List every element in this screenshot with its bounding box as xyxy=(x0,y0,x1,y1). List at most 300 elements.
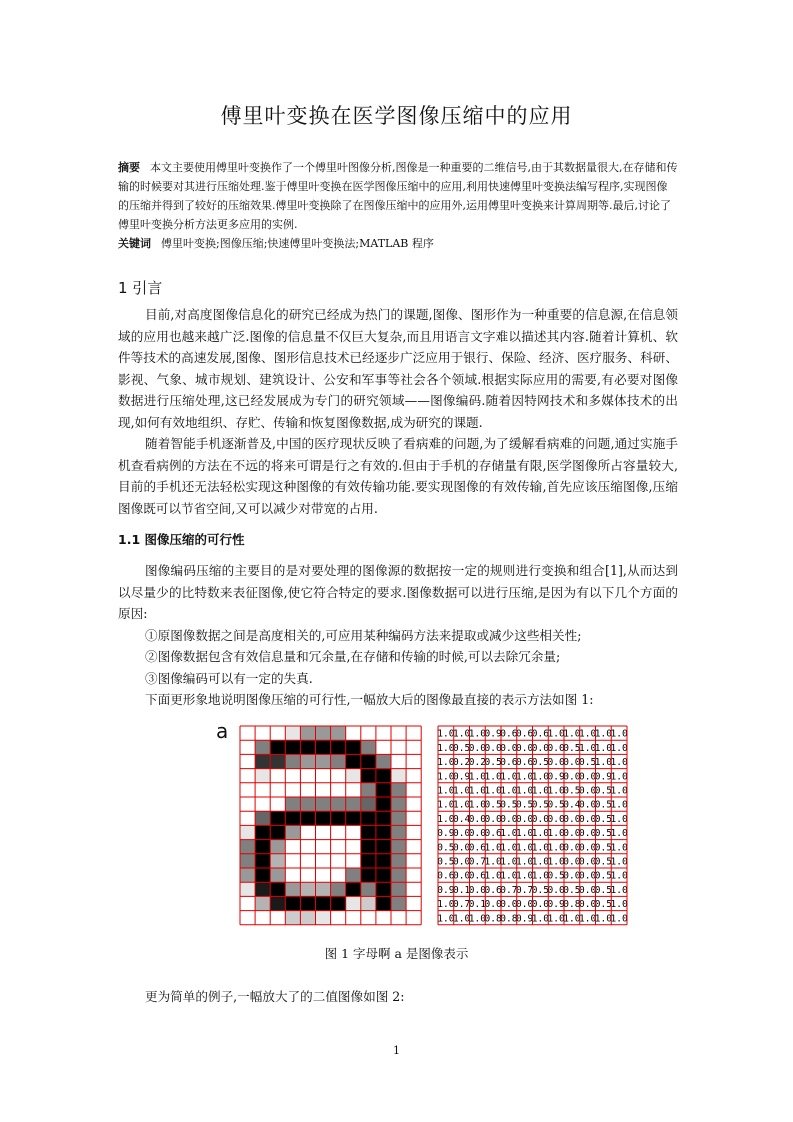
matrix-value: 0.6 xyxy=(468,870,486,882)
pixel-cell xyxy=(346,783,361,797)
pixel-cell xyxy=(331,811,346,825)
matrix-value: 0.7 xyxy=(468,856,486,868)
matrix-value: 0.0 xyxy=(579,884,597,896)
matrix-value: 1.0 xyxy=(500,870,518,882)
matrix-value: 0.0 xyxy=(547,884,565,896)
pixel-cell xyxy=(255,911,270,925)
matrix-value: 0.0 xyxy=(579,828,597,840)
matrix-value: 0.0 xyxy=(547,813,565,825)
matrix-value: 1.0 xyxy=(610,870,628,882)
figure-letter-label: a xyxy=(216,722,229,743)
pixel-cell xyxy=(361,825,376,839)
matrix-value: 1.0 xyxy=(437,728,455,740)
pixel-cell xyxy=(331,911,346,925)
matrix-value: 0.0 xyxy=(579,870,597,882)
pixel-cell xyxy=(300,811,315,825)
matrix-value: 0.0 xyxy=(563,813,581,825)
pixel-cell xyxy=(300,868,315,882)
matrix-value: 1.0 xyxy=(531,842,549,854)
matrix-value: 0.5 xyxy=(484,757,502,769)
pixel-cell xyxy=(316,811,331,825)
matrix-value: 1.0 xyxy=(484,842,502,854)
pixel-cell xyxy=(361,769,376,783)
matrix-value: 1.0 xyxy=(516,842,534,854)
matrix-value: 0.6 xyxy=(484,884,502,896)
pixel-cell xyxy=(406,896,421,910)
pixel-cell xyxy=(361,882,376,896)
matrix-value: 1.0 xyxy=(563,728,581,740)
matrix-value: 1.0 xyxy=(516,785,534,797)
pixel-cell xyxy=(300,797,315,811)
pixel-cell xyxy=(361,840,376,854)
matrix-value: 0.0 xyxy=(516,742,534,754)
pixel-cell xyxy=(346,797,361,811)
pixel-cell xyxy=(391,896,406,910)
matrix-value: 1.0 xyxy=(531,785,549,797)
matrix-value: 1.0 xyxy=(484,785,502,797)
matrix-value: 1.0 xyxy=(547,856,565,868)
matrix-value: 0.0 xyxy=(484,813,502,825)
matrix-value: 1.0 xyxy=(453,785,471,797)
matrix-value: 1.0 xyxy=(547,785,565,797)
matrix-value: 1.0 xyxy=(437,757,455,769)
pixel-cell xyxy=(255,825,270,839)
matrix-value: 0.0 xyxy=(516,899,534,911)
pixel-cell xyxy=(331,854,346,868)
pixel-cell xyxy=(391,811,406,825)
keywords-text: 傅里叶变换;图像压缩;快速傅里叶变换法;MATLAB 程序 xyxy=(161,237,434,250)
matrix-value: 0.5 xyxy=(594,813,612,825)
pixel-cell xyxy=(406,726,421,740)
pixel-cell xyxy=(316,840,331,854)
matrix-value: 0.5 xyxy=(594,828,612,840)
matrix-value: 1.0 xyxy=(610,785,628,797)
pixel-cell xyxy=(331,783,346,797)
matrix-value: 0.0 xyxy=(453,828,471,840)
matrix-value: 1.0 xyxy=(610,842,628,854)
matrix-value: 0.0 xyxy=(579,799,597,811)
matrix-value: 0.9 xyxy=(547,771,565,783)
pixel-cell xyxy=(316,825,331,839)
pixel-cell xyxy=(300,882,315,896)
paragraph: 随着智能手机逐渐普及,中国的医疗现状反映了看病难的问题,为了缓解看病难的问题,通过实施手机查看病例的方法在不远的将来可谓是行之有效的.但由于手机的存储量有限,医学图像所占容量较大,目前的手机还无法轻松实现这种图像的有效传输功能.要实现图像的有效传输,首先应该压缩图像,压缩图像既可以节省空间,又可以减少对带宽的占用. xyxy=(118,436,678,516)
matrix-value: 0.6 xyxy=(516,757,534,769)
pixel-cell xyxy=(255,854,270,868)
matrix-value: 0.5 xyxy=(516,799,534,811)
pixel-cell xyxy=(406,783,421,797)
matrix-value: 1.0 xyxy=(594,742,612,754)
pixel-cell xyxy=(300,769,315,783)
matrix-value: 0.5 xyxy=(594,884,612,896)
matrix-value: 0.0 xyxy=(468,884,486,896)
pixel-cell xyxy=(361,854,376,868)
matrix-value: 0.0 xyxy=(547,742,565,754)
pixel-cell xyxy=(361,811,376,825)
pixel-cell xyxy=(391,868,406,882)
pixel-cell xyxy=(376,726,391,740)
matrix-value: 0.5 xyxy=(594,842,612,854)
pixel-cell xyxy=(240,868,255,882)
pixel-cell xyxy=(316,754,331,768)
matrix-value: 0.7 xyxy=(453,899,471,911)
section-1-heading: 1 引言 xyxy=(118,279,163,297)
matrix-value: 0.5 xyxy=(594,856,612,868)
pixel-cell xyxy=(376,896,391,910)
section-1-1-body xyxy=(118,560,678,711)
pixel-cell xyxy=(406,911,421,925)
pixel-cell xyxy=(391,797,406,811)
pixel-cell xyxy=(376,783,391,797)
matrix-value: 1.0 xyxy=(516,856,534,868)
abstract-text: 本文主要使用傅里叶变换作了一个傅里叶图像分析,图像是一种重要的二维信号,由于其数据量很大,在存储和传输的时候要对其进行压缩处理.鉴于傅里叶变换在医学图像压缩中的应用,利用快速傅里叶变换法编写程序,实现图像的压缩并得到了较好的压缩效果.傅里叶变换除了在图像压缩中的应用外,运用傅里叶变换来计算周期等.最后,讨论了傅里叶变换分析方法更多应用的实例. xyxy=(118,161,678,231)
pixel-cell xyxy=(376,811,391,825)
matrix-value: 0.5 xyxy=(547,799,565,811)
matrix-value: 0.5 xyxy=(531,757,549,769)
matrix-value: 0.5 xyxy=(437,856,455,868)
pixel-cell xyxy=(361,740,376,754)
matrix-value: 1.0 xyxy=(437,785,455,797)
matrix-value: 0.6 xyxy=(516,728,534,740)
pixel-cell xyxy=(255,882,270,896)
matrix-value: 1.0 xyxy=(468,785,486,797)
pixel-cell xyxy=(391,740,406,754)
matrix-value: 1.0 xyxy=(437,799,455,811)
pixel-cell xyxy=(361,868,376,882)
pixel-cell xyxy=(316,797,331,811)
pixel-cell xyxy=(361,896,376,910)
matrix-value: 0.0 xyxy=(468,828,486,840)
list-item: ③图像编码可以有一定的失真. xyxy=(145,670,313,686)
matrix-value: 1.0 xyxy=(531,856,549,868)
matrix-value: 1.0 xyxy=(531,913,549,925)
pixel-cell xyxy=(331,868,346,882)
matrix-value: 1.0 xyxy=(437,899,455,911)
abstract-block xyxy=(118,158,678,253)
matrix-value: 0.1 xyxy=(453,884,471,896)
pixel-cell xyxy=(331,882,346,896)
matrix-value: 0.9 xyxy=(484,728,502,740)
matrix-value: 0.0 xyxy=(500,899,518,911)
matrix-value: 0.6 xyxy=(468,842,486,854)
keywords-label: 关键词 xyxy=(118,237,151,250)
abstract-label: 摘要 xyxy=(118,161,140,174)
section-1-1-heading: 1.1 图像压缩的可行性 xyxy=(118,532,245,547)
pixel-cell xyxy=(285,896,300,910)
list-item: ①原图像数据之间是高度相关的,可应用某种编码方法来提取或减少这些相关性; xyxy=(145,627,582,643)
pixel-cell xyxy=(406,882,421,896)
matrix-value: 0.2 xyxy=(468,757,486,769)
pixel-cell xyxy=(361,726,376,740)
pixel-cell xyxy=(346,769,361,783)
pixel-cell xyxy=(346,726,361,740)
pixel-cell xyxy=(300,854,315,868)
matrix-value: 0.0 xyxy=(563,856,581,868)
matrix-value: 1.0 xyxy=(453,799,471,811)
pixel-cell xyxy=(300,911,315,925)
matrix-value: 0.0 xyxy=(484,899,502,911)
pixel-cell xyxy=(376,769,391,783)
matrix-value: 1.0 xyxy=(437,771,455,783)
matrix-value: 0.6 xyxy=(484,828,502,840)
pixel-cell xyxy=(285,882,300,896)
matrix-value: 0.5 xyxy=(579,757,597,769)
matrix-value: 1.0 xyxy=(437,813,455,825)
matrix-value: 1.0 xyxy=(500,828,518,840)
pixel-cell xyxy=(376,868,391,882)
pixel-cell xyxy=(406,769,421,783)
matrix-value: 0.0 xyxy=(453,870,471,882)
pixel-cell xyxy=(285,783,300,797)
matrix-value: 0.9 xyxy=(516,913,534,925)
matrix-value: 0.0 xyxy=(563,771,581,783)
pixel-cell xyxy=(255,769,270,783)
matrix-value: 0.8 xyxy=(563,899,581,911)
pixel-cell xyxy=(361,754,376,768)
matrix-value: 1.0 xyxy=(547,842,565,854)
list-item: ②图像数据包含有效信息量和冗余量,在存储和传输的时候,可以去除冗余量; xyxy=(145,649,561,664)
matrix-value: 1.0 xyxy=(579,728,597,740)
pixel-cell xyxy=(331,797,346,811)
pixel-cell xyxy=(391,882,406,896)
matrix-value: 1.0 xyxy=(468,728,486,740)
pixel-cell xyxy=(240,726,255,740)
after-figure-text xyxy=(118,986,678,1008)
pixel-cell xyxy=(391,825,406,839)
section-1-body xyxy=(118,304,678,519)
matrix-value: 0.5 xyxy=(563,742,581,754)
pixel-cell xyxy=(376,840,391,854)
matrix-value: 0.5 xyxy=(563,884,581,896)
matrix-value: 0.0 xyxy=(579,813,597,825)
pixel-cell xyxy=(331,769,346,783)
pixel-cell xyxy=(270,882,285,896)
matrix-value: 0.5 xyxy=(594,870,612,882)
matrix-value: 1.0 xyxy=(610,757,628,769)
paragraph: 图像编码压缩的主要目的是对要处理的图像源的数据按一定的规则进行变换和组合[1],从而达到以尽量少的比特数来表征图像,使它符合特定的要求.图像数据可以进行压缩,是因为有以下几个方面的原因: xyxy=(118,563,678,621)
matrix-value: 0.0 xyxy=(453,856,471,868)
pixel-cell xyxy=(255,783,270,797)
pixel-cell xyxy=(285,740,300,754)
matrix-value: 0.0 xyxy=(531,742,549,754)
pixel-cell xyxy=(270,754,285,768)
matrix-value: 1.0 xyxy=(579,913,597,925)
matrix-value: 0.5 xyxy=(594,785,612,797)
pixel-cell xyxy=(285,854,300,868)
pixel-cell xyxy=(331,740,346,754)
matrix-value: 0.0 xyxy=(531,813,549,825)
matrix-value: 1.0 xyxy=(610,884,628,896)
figure-caption: 图 1 字母啊 a 是图像表示 xyxy=(324,946,469,961)
matrix-value: 0.9 xyxy=(453,771,471,783)
pixel-cell xyxy=(285,754,300,768)
pixel-cell xyxy=(346,868,361,882)
pixel-cell xyxy=(331,840,346,854)
matrix-value: 1.0 xyxy=(531,828,549,840)
pixel-cell xyxy=(270,825,285,839)
matrix-value: 1.0 xyxy=(516,828,534,840)
matrix-value: 1.0 xyxy=(484,856,502,868)
pixel-cell xyxy=(240,854,255,868)
matrix-value: 0.0 xyxy=(453,842,471,854)
matrix-value: 0.0 xyxy=(579,771,597,783)
pixel-cell xyxy=(406,797,421,811)
pixel-cell xyxy=(270,896,285,910)
matrix-value: 1.0 xyxy=(563,913,581,925)
pixel-cell xyxy=(376,797,391,811)
pixel-cell xyxy=(270,726,285,740)
pixel-cell xyxy=(255,726,270,740)
matrix-value: 1.0 xyxy=(547,728,565,740)
pixel-cell xyxy=(240,911,255,925)
matrix-value: 1.0 xyxy=(594,913,612,925)
pixel-cell xyxy=(240,754,255,768)
pixel-cell xyxy=(331,726,346,740)
paragraph: 目前,对高度图像信息化的研究已经成为热门的课题,图像、图形作为一种重要的信息源,在信息领域的应用也越来越广泛.图像的信息量不仅巨大复杂,而且用语言文字难以描述其内容.随着计算机、软件等技术的高速发展,图像、图形信息技术已经逐步广泛应用于银行、保险、经济、医疗服务、科研、影视、气象、城市规划、建筑设计、公安和军事等社会各个领域.根据实际应用的需要,有必要对图像数据进行压缩处理,这已经发展成为专门的研究领域——图像编码.随着因特网技术和多媒体技术的出现,如何有效地组织、存贮、传输和恢复图像数据,成为研究的课题. xyxy=(118,307,678,430)
matrix-value: 1.0 xyxy=(468,771,486,783)
matrix-value: 0.0 xyxy=(579,842,597,854)
matrix-value: 1.0 xyxy=(610,913,628,925)
matrix-value: 1.0 xyxy=(437,742,455,754)
matrix-value: 0.0 xyxy=(563,828,581,840)
matrix-value: 1.0 xyxy=(610,828,628,840)
matrix-value: 0.7 xyxy=(500,884,518,896)
pixel-cell xyxy=(391,840,406,854)
matrix-value: 1.0 xyxy=(579,742,597,754)
pixel-cell xyxy=(316,896,331,910)
matrix-value: 0.0 xyxy=(563,870,581,882)
pixel-cell xyxy=(300,740,315,754)
pixel-cell xyxy=(300,754,315,768)
matrix-value: 0.5 xyxy=(484,799,502,811)
matrix-value: 1.0 xyxy=(500,842,518,854)
matrix-value: 0.8 xyxy=(500,913,518,925)
matrix-value: 1.0 xyxy=(531,870,549,882)
pixel-cell xyxy=(406,854,421,868)
pixel-cell xyxy=(285,868,300,882)
paragraph: 更为简单的例子,一幅放大了的二值图像如图 2: xyxy=(145,989,405,1004)
matrix-value: 0.5 xyxy=(453,742,471,754)
matrix-value: 1.0 xyxy=(531,771,549,783)
matrix-value: 0.0 xyxy=(468,813,486,825)
matrix-value: 0.8 xyxy=(484,913,502,925)
matrix-value: 1.0 xyxy=(610,742,628,754)
matrix-value: 0.0 xyxy=(531,899,549,911)
matrix-value: 1.0 xyxy=(468,913,486,925)
figure-lead: 下面更形象地说明图像压缩的可行性,一幅放大后的图像最直接的表示方法如图 1: xyxy=(145,692,594,707)
pixel-cell xyxy=(391,911,406,925)
pixel-cell xyxy=(346,740,361,754)
matrix-value: 0.0 xyxy=(500,813,518,825)
matrix-value: 1.0 xyxy=(516,870,534,882)
pixel-cell xyxy=(285,911,300,925)
matrix-value: 0.2 xyxy=(453,757,471,769)
pixel-cell xyxy=(406,840,421,854)
matrix-value: 0.0 xyxy=(516,813,534,825)
pixel-cell xyxy=(285,769,300,783)
pixel-cell xyxy=(300,783,315,797)
pixel-cell xyxy=(255,896,270,910)
matrix-value: 1.0 xyxy=(500,856,518,868)
matrix-value: 0.5 xyxy=(531,884,549,896)
matrix-value: 0.4 xyxy=(563,799,581,811)
matrix-value: 1.0 xyxy=(610,899,628,911)
matrix-value: 0.0 xyxy=(563,842,581,854)
pixel-cell xyxy=(300,825,315,839)
pixel-cell xyxy=(391,754,406,768)
pixel-cell xyxy=(285,840,300,854)
pixel-cell xyxy=(255,811,270,825)
matrix-value: 0.0 xyxy=(484,742,502,754)
pixel-cell xyxy=(240,783,255,797)
pixel-cell xyxy=(361,783,376,797)
pixel-cell xyxy=(391,854,406,868)
pixel-cell xyxy=(346,896,361,910)
matrix-value: 1.0 xyxy=(453,728,471,740)
matrix-value: 0.1 xyxy=(468,899,486,911)
matrix-value: 0.0 xyxy=(563,757,581,769)
matrix-value: 1.0 xyxy=(547,913,565,925)
matrix-value: 1.0 xyxy=(610,813,628,825)
page-number: 1 xyxy=(393,1044,400,1057)
matrix-value: 0.9 xyxy=(437,828,455,840)
pixel-cell xyxy=(240,769,255,783)
matrix-value: 0.0 xyxy=(579,856,597,868)
pixel-cell xyxy=(316,726,331,740)
pixel-cell xyxy=(316,882,331,896)
pixel-cell xyxy=(240,811,255,825)
pixel-cell xyxy=(285,726,300,740)
pixel-cell xyxy=(285,797,300,811)
matrix-value: 0.0 xyxy=(579,785,597,797)
pixel-cell xyxy=(255,868,270,882)
matrix-value: 0.7 xyxy=(516,884,534,896)
pixel-cell xyxy=(346,811,361,825)
pixel-cell xyxy=(240,882,255,896)
pixel-cell xyxy=(346,854,361,868)
pixel-cell xyxy=(346,911,361,925)
pixel-cell xyxy=(316,783,331,797)
pixel-cell xyxy=(376,882,391,896)
pixel-cell xyxy=(240,896,255,910)
pixel-cell xyxy=(270,797,285,811)
matrix-value: 1.0 xyxy=(610,856,628,868)
matrix-value: 0.6 xyxy=(500,757,518,769)
pixel-cell xyxy=(331,896,346,910)
matrix-value: 0.5 xyxy=(594,799,612,811)
matrix-value: 1.0 xyxy=(594,728,612,740)
matrix-value: 0.0 xyxy=(500,742,518,754)
pixel-cell xyxy=(391,726,406,740)
pixel-cell xyxy=(406,754,421,768)
matrix-value: 1.0 xyxy=(484,771,502,783)
pixel-cell xyxy=(376,754,391,768)
matrix-value: 0.9 xyxy=(547,899,565,911)
paper-title: 傅里叶变换在医学图像压缩中的应用 xyxy=(220,104,573,128)
matrix-value: 1.0 xyxy=(453,913,471,925)
pixel-cell xyxy=(406,868,421,882)
pixel-cell xyxy=(300,840,315,854)
pixel-cell xyxy=(270,811,285,825)
pixel-cell xyxy=(255,740,270,754)
pixel-cell xyxy=(285,811,300,825)
matrix-value: 1.0 xyxy=(610,728,628,740)
pixel-cell xyxy=(391,769,406,783)
pixel-cell xyxy=(316,868,331,882)
matrix-value: 1.0 xyxy=(610,771,628,783)
pixel-cell xyxy=(316,854,331,868)
pixel-cell xyxy=(406,811,421,825)
matrix-value: 0.5 xyxy=(594,899,612,911)
